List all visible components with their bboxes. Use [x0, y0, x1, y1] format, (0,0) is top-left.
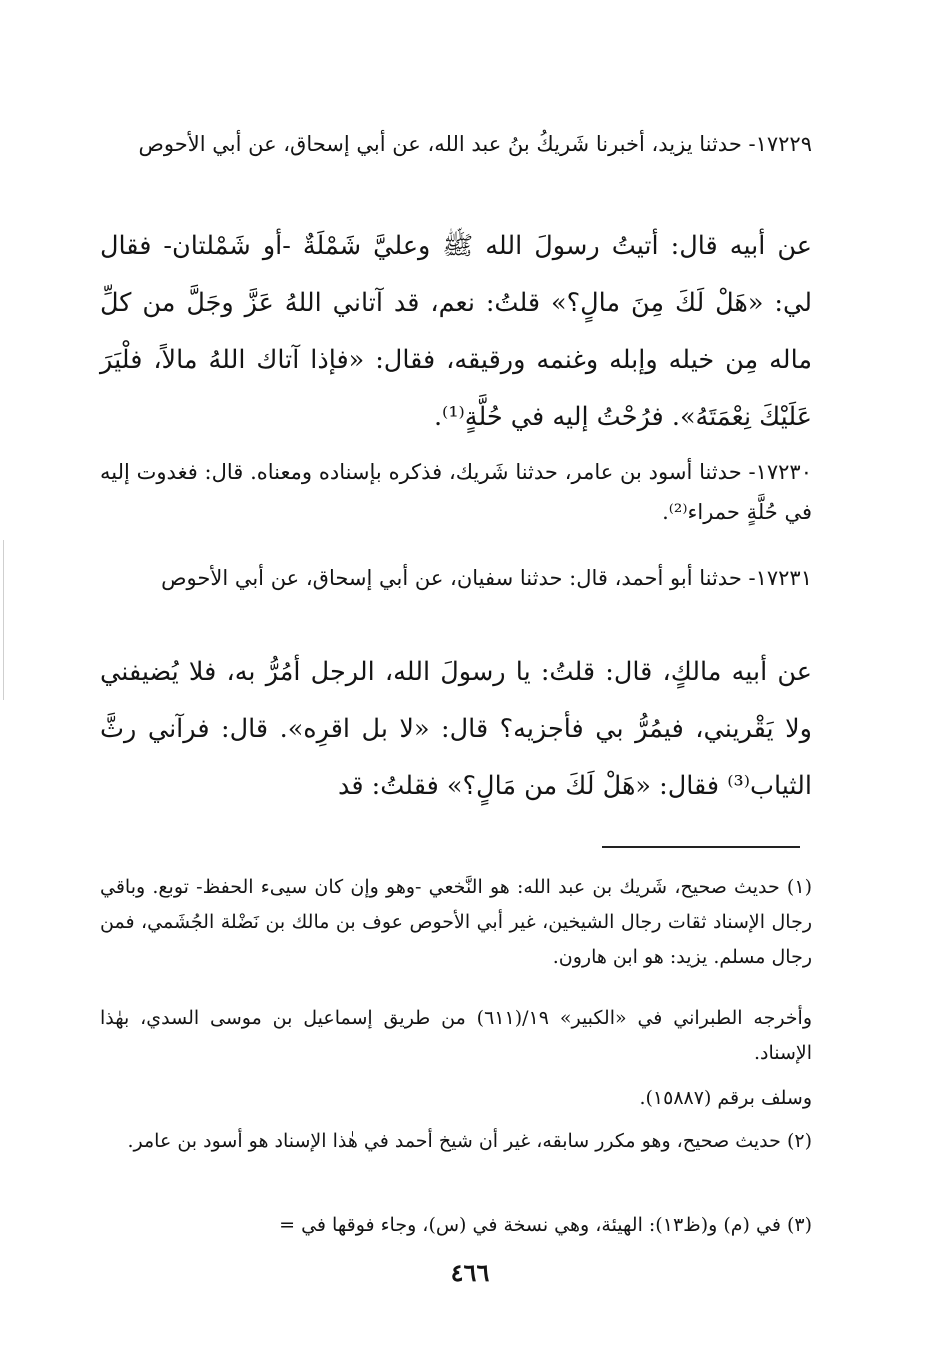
hadith-17229-matn: عن أبيه قال: أتيتُ رسولَ الله ﷺ وعليَّ شَمْلَةٌ -أو شَمْلتان- فقال لي: «هَلْ لَكَ مِنَ مالٍ؟» قلتُ: نعم، قد آتاني اللهُ عَزَّ وجَلَّ من كلِّ ماله مِن خيله وإبله وغنمه ورقيقه، فقال: «فإذا آتاك اللهُ مالاً، فلْيَرَ عَلَيْكَ نِعْمَتَهُ». فرُحْتُ إليه في حُلَّةٍ⁽¹⁾. [100, 231, 812, 432]
footnote-3: (٣) في (م) و(ظ١٣): الهيئة، وهي نسخة في (س)، وجاء فوقها في = [279, 1214, 812, 1236]
hadith-17230-text: ١٧٢٣٠- حدثنا أسود بن عامر، حدثنا شَريك، فذكره بإسناده ومعناه. قال: فغدوت إليه في حُلَّةٍ حمراء⁽²⁾. [100, 460, 812, 524]
footnote-1-crossref: وسلف برقم (١٥٨٨٧). [639, 1087, 812, 1109]
hadith-17231-matn: عن أبيه مالكٍ، قال: قلتُ: يا رسولَ الله، الرجل أمُرُّ به، فلا يُضيفني ولا يَقْريني، فيمُرُّ بي فأجزيه؟ قال: «لا بل اقرِه». قال: فرآني رثَّ الثياب⁽³⁾ فقال: «هَلْ لَكَ من مَالٍ؟» فقلتُ: قد [100, 657, 812, 801]
footnote-separator [602, 846, 800, 848]
hadith-17231-isnad: ١٧٢٣١- حدثنا أبو أحمد، قال: حدثنا سفيان، عن أبي إسحاق، عن أبي الأحوص [161, 566, 812, 590]
footnote-1-takhrij: وأخرجه الطبراني في «الكبير» ١٩/(٦١١) من طريق إسماعيل بن موسى السدي، بهٰذا الإسناد. [100, 1007, 813, 1064]
scan-edge-line [3, 540, 4, 700]
footnote-1: (١) حديث صحيح، شَريك بن عبد الله: هو النَّخعي -وهو وإن كان سيىء الحفظ- توبع. وباقي رجال الإسناد ثقات رجال الشيخين، غير أبي الأحوص عوف بن مالك بن نَضْلة الجُشَمي، فمن رجال مسلم. يزيد: هو ابن هارون. [100, 876, 812, 968]
hadith-17229-isnad: ١٧٢٢٩- حدثنا يزيد، أخبرنا شَريكُ بنُ عبد الله، عن أبي إسحاق، عن أبي الأحوص [138, 132, 812, 156]
footnote-2: (٢) حديث صحيح، وهو مكرر سابقه، غير أن شيخ أحمد في هٰذا الإسناد هو أسود بن عامر. [127, 1130, 812, 1152]
page-number: ٤٦٦ [450, 1258, 490, 1287]
